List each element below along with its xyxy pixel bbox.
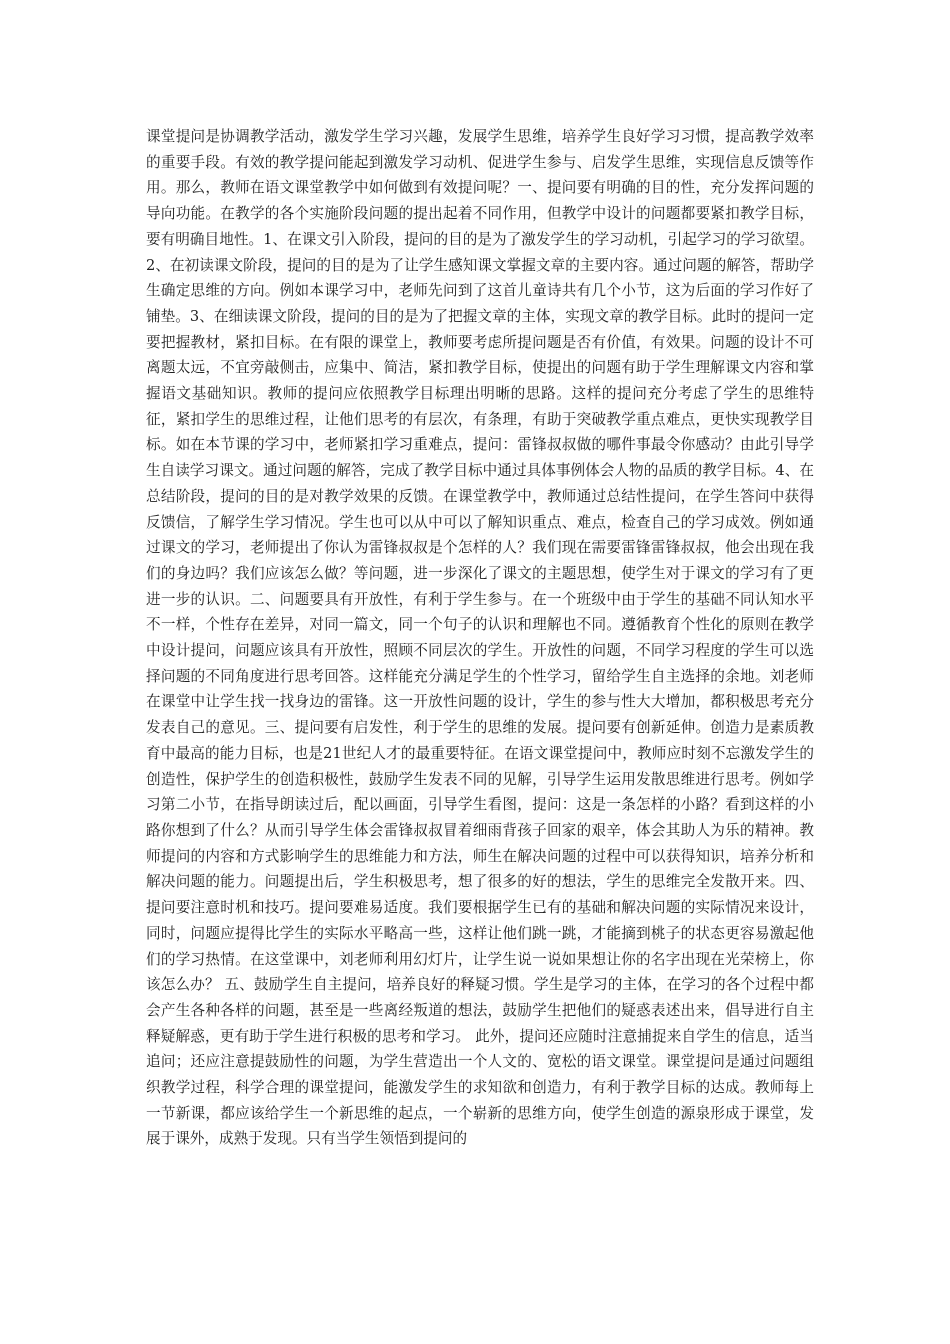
body-paragraph: 课堂提问是协调教学活动，激发学生学习兴趣，发展学生思维，培养学生良好学习习惯，提高教学效率的重要手段。有效的教学提问能起到激发学习动机、促进学生参与、启发学生思维，实现信息反馈等作用。那么，教师在语文课堂教学中如何做到有效提问呢？一、提问要有明确的目的性，充分发挥问题的导向功能。在教学的各个实施阶段问题的提出起着不同作用，但教学中设计的问题都要紧扣教学目标，要有明确目地性。1、在课文引入阶段，提问的目的是为了激发学生的学习动机，引起学习的学习欲望。2、在初读课文阶段，提问的目的是为了让学生感知课文掌握文章的主要内容。通过问题的解答，帮助学生确定思维的方向。例如本课学习中，老师先问到了这首儿童诗共有几个小节，这为后面的学习作好了铺垫。3、在细读课文阶段，提问的目的是为了把握文章的主体，实现文章的教学目标。此时的提问一定要把握教材，紧扣目标。在有限的课堂上，教师要考虑所提问题是否有价值，有效果。问题的设计不可离题太远，不宜旁敲侧击，应集中、简洁，紧扣教学目标，使提出的问题有助于学生理解课文内容和掌握语文基础知识。教师的提问应依照教学目标理出明晰的思路。这样的提问充分考虑了学生的思维特征，紧扣学生的思维过程，让他们思考的有层次，有条理，有助于突破教学重点难点，更快实现教学目标。如在本节课的学习中，老师紧扣学习重难点，提问：雷锋叔叔做的哪件事最令你感动？由此引导学生自读学习课文。通过问题的解答，完成了教学目标中通过具体事例体会人物的品质的教学目标。4、在总结阶段，提问的目的是对教学效果的反馈。在课堂教学中，教师通过总结性提问，在学生答问中获得反馈信，了解学生学习情况。学生也可以从中可以了解知识重点、难点，检查自己的学习成效。例如通过课文的学习，老师提出了你认为雷锋叔叔是个怎样的人？我们现在需要雷锋雷锋叔叔，他会出现在我们的身边吗？我们应该怎么做？等问题，进一步深化了课文的主题思想，使学生对于课文的学习有了更进一步的认识。二、问题要具有开放性，有利于学生参与。在一个班级中由于学生的基础不同认知水平不一样，个性存在差异，对同一篇文，同一个句子的认识和理解也不同。遵循教育个性化的原则在教学中设计提问，问题应该具有开放性，照顾不同层次的学生。开放性的问题，不同学习程度的学生可以选择问题的不同角度进行思考回答。这样能充分满足学生的个性学习，留给学生自主选择的余地。刘老师在课堂中让学生找一找身边的雷锋。这一开放性问题的设计，学生的参与性大大增加，都积极思考充分发表自己的意见。三、提问要有启发性，利于学生的思维的发展。提问要有创新延伸。创造力是素质教育中最高的能力目标，也是21世纪人才的最重要特征。在语文课堂提问中，教师应时刻不忘激发学生的创造性，保护学生的创造积极性，鼓励学生发表不同的见解，引导学生运用发散思维进行思考。例如学习第二小节，在指导朗读过后，配以画面，引导学生看图，提问：这是一条怎样的小路？看到这样的小路你想到了什么？从而引导学生体会雷锋叔叔冒着细雨背孩子回家的艰辛，体会其助人为乐的精神。教师提问的内容和方式影响学生的思维能力和方法，师生在解决问题的过程中可以获得知识，培养分析和解决问题的能力。问题提出后，学生积极思考，想了很多的好的想法，学生的思维完全发散开来。四、提问要注意时机和技巧。提问要难易适度。我们要根据学生已有的基础和解决问题的实际情况来设计，同时，问题应提得比学生的实际水平略高一些，这样让他们跳一跳，才能摘到桃子的状态更容易激起他们的学习热情。在这堂课中，刘老师利用幻灯片，让学生说一说如果想让你的名字出现在光荣榜上，你该怎么办？ 五、鼓励学生自主提问，培养良好的释疑习惯。学生是学习的主体，在学习的各个过程中都会产生各种各样的问题，甚至是一些离经叛道的想法，鼓励学生把他们的疑惑表述出来，倡导进行自主释疑解惑，更有助于学生进行积极的思考和学习。 此外，提问还应随时注意捕捉来自学生的信息，适当追问；还应注意提鼓励性的问题，为学生营造出一个人文的、宽松的语文课堂。课堂提问是通过问题组织教学过程，科学合理的课堂提问，能激发学生的求知欲和创造力，有利于教学目标的达成。教师每上一节新课，都应该给学生一个新思维的起点，一个崭新的思维方向，使学生创造的源泉形成于课堂，发展于课外，成熟于发现。只有当学生领悟到提问的 xyxy=(146,128,814,1148)
